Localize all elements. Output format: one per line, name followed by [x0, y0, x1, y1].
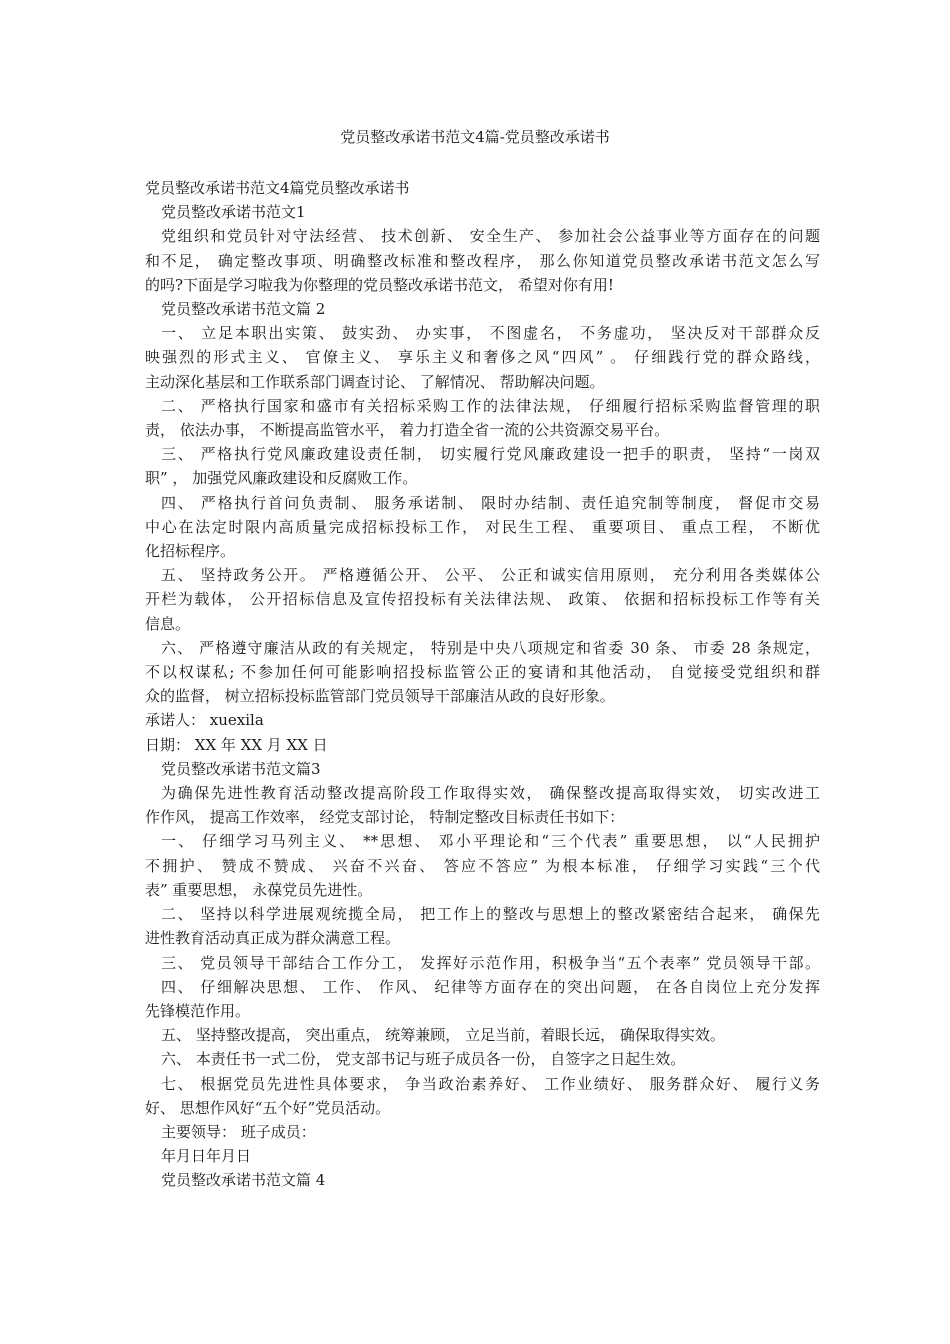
text-line: 不以权谋私; 不参加任何可能影响招投标监管公正的宴请和其他活动， 自觉接受党组织和群: [145, 663, 820, 682]
text-line: 主动深化基层和工作联系部门调查讨论、 了解情况、 帮助解决问题。: [145, 372, 605, 391]
text-line: 五、 坚持整改提高， 突出重点， 统筹兼顾， 立足当前，着眼长远， 确保取得实效。: [161, 1026, 725, 1045]
text-line: 先锋模范作用。: [145, 1001, 251, 1020]
text-line: 责， 依法办事， 不断提高监管水平， 着力打造全省一流的公共资源交易平台。: [145, 421, 670, 440]
text-line: 为确保先进性教育活动整改提高阶段工作取得实效， 确保整改提高取得实效， 切实改进工: [161, 784, 820, 803]
text-line: 不拥护、 赞成不赞成、 兴奋不兴奋、 答应不答应” 为根本标准， 仔细学习实践“三个代: [145, 856, 820, 875]
text-line: 信息。: [145, 614, 191, 633]
text-line: 二、 坚持以科学进展观统揽全局， 把工作上的整改与思想上的整改紧密结合起来， 确保先: [161, 905, 820, 924]
text-line: 中心在法定时限内高质量完成招标投标工作， 对民生工程、 重要项目、 重点工程， 不断优: [145, 517, 820, 536]
document-body: [145, 176, 820, 1193]
text-line: 五、 坚持政务公开。 严格遵循公开、 公平、 公正和诚实信用原则， 充分利用各类媒体公: [161, 566, 820, 585]
text-line: 众的监督， 树立招标投标监管部门党员领导干部廉洁从政的良好形象。: [145, 687, 615, 706]
text-line: 承诺人： xuexila: [145, 711, 264, 730]
text-line: 四、 仔细解决思想、 工作、 作风、 纪律等方面存在的突出问题， 在各自岗位上充分发挥: [161, 977, 820, 996]
text-line: 化招标程序。: [145, 542, 236, 561]
text-line: 好、 思想作风好“五个好”党员活动。: [145, 1098, 391, 1117]
text-line: 年月日年月日: [161, 1147, 252, 1166]
text-line: 进性教育活动真正成为群众满意工程。: [145, 929, 401, 948]
text-line: 作作风， 提高工作效率， 经党支部讨论， 特制定整改目标责任书如下：: [145, 808, 625, 827]
text-line: 映强烈的形式主义、 官僚主义、 享乐主义和奢侈之风“四风” 。 仔细践行党的群众路线，: [145, 348, 820, 367]
document-title: 党员整改承诺书范文4篇-党员整改承诺书: [340, 128, 610, 146]
text-line: 日期： XX 年 XX 月 XX 日: [145, 735, 328, 754]
text-line: 党员整改承诺书范文4篇党员整改承诺书: [145, 179, 410, 197]
text-line: 四、 严格执行首问负责制、 服务承诺制、 限时办结制、责任追究制等制度， 督促市交易: [161, 493, 820, 512]
text-line: 六、 本责任书一式二份， 党支部书记与班子成员各一份， 自签字之日起生效。: [161, 1050, 686, 1069]
text-line: 表” 重要思想， 永葆党员先进性。: [145, 880, 373, 899]
text-line: 三、 严格执行党风廉政建设责任制， 切实履行党风廉政建设一把手的职责， 坚持“一岗双: [161, 445, 820, 464]
text-line: 二、 严格执行国家和盛市有关招标采购工作的法律法规， 仔细履行招标采购监督管理的职: [161, 396, 820, 415]
text-line: 职” ， 加强党风廉政建设和反腐败工作。: [145, 469, 418, 488]
text-line: 开栏为载体， 公开招标信息及宣传招投标有关法律法规、 政策、 依据和招标投标工作等有关: [145, 590, 820, 609]
text-line: 党员整改承诺书范文篇 2: [161, 300, 326, 319]
text-line: 六、 严格遵守廉洁从政的有关规定， 特别是中央八项规定和省委 30 条、 市委 28 条规定，: [161, 638, 820, 657]
text-line: 党组织和党员针对守法经营、 技术创新、 安全生产、 参加社会公益事业等方面存在的问题: [161, 227, 820, 246]
text-line: 和不足， 确定整改事项、明确整改标准和整改程序， 那么你知道党员整改承诺书范文怎么写: [145, 251, 820, 270]
text-line: 党员整改承诺书范文篇3: [161, 759, 321, 778]
text-line: 一、 仔细学习马列主义、 **思想、 邓小平理论和“三个代表” 重要思想， 以“人民拥护: [161, 832, 820, 851]
text-line: 党员整改承诺书范文篇 4: [161, 1171, 326, 1190]
text-line: 七、 根据党员先进性具体要求， 争当政治素养好、 工作业绩好、 服务群众好、 履行义务: [161, 1074, 820, 1093]
text-line: 的吗?下面是学习啦我为你整理的党员整改承诺书范文， 希望对你有用!: [145, 275, 614, 294]
text-line: 三、 党员领导干部结合工作分工， 发挥好示范作用，积极争当“五个表率” 党员领导干部。: [161, 953, 820, 972]
text-line: 一、 立足本职出实策、 鼓实劲、 办实事， 不图虚名， 不务虚功， 坚决反对干部群众反: [161, 324, 820, 343]
text-line: 党员整改承诺书范文1: [161, 203, 306, 222]
text-line: 主要领导： 班子成员：: [161, 1122, 316, 1141]
